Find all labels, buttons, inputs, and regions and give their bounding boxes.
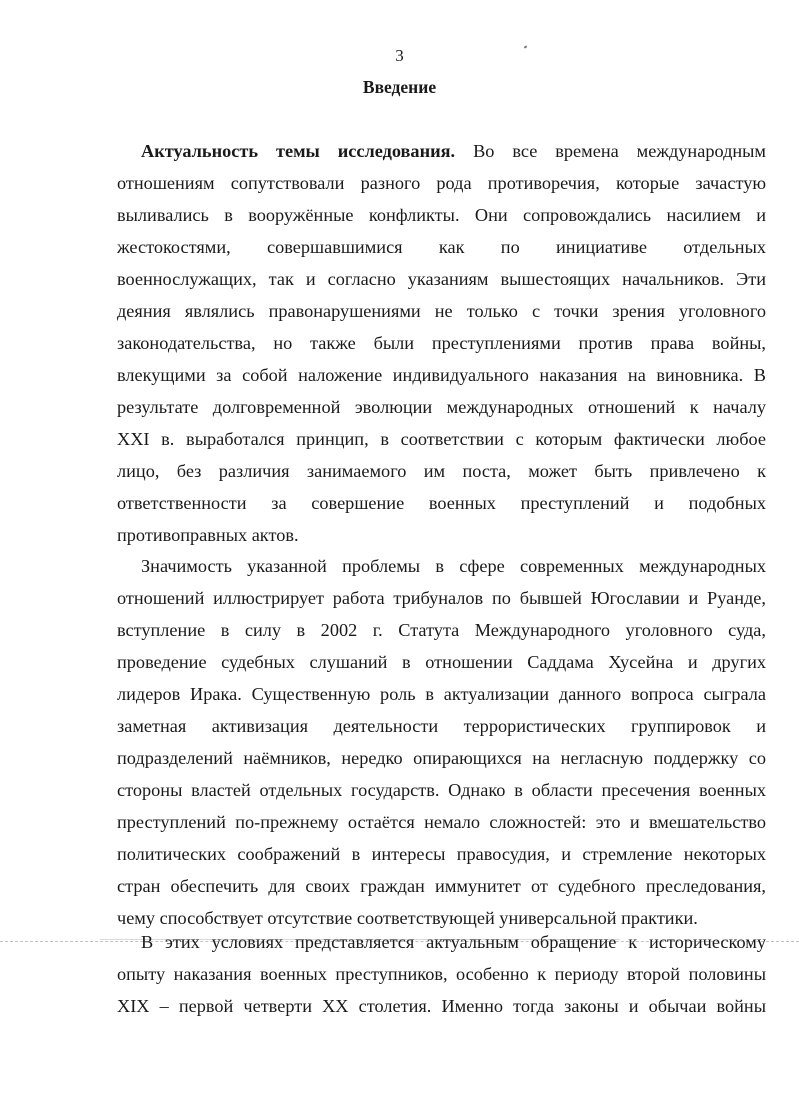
paragraph-line: заметная активизация деятельности террористических группировок и [117, 716, 766, 736]
paragraph-line: противоправных актов. [117, 525, 299, 545]
paragraph-context [117, 926, 766, 1022]
paragraph-line: лицо, без различия занимаемого им поста, может быть привлечено к [117, 461, 766, 481]
paragraph-line: жестокостями, совершавшимися как по инициативе отдельных [117, 237, 766, 257]
paragraph-significance [117, 550, 766, 934]
paragraph-line: военнослужащих, так и согласно указаниям вышестоящих начальников. Эти [117, 269, 766, 289]
paragraph-relevance [117, 135, 766, 551]
paragraph-line: законодательства, но также были преступлениями против права войны, [117, 333, 766, 353]
paragraph-line: XIX – первой четверти XX столетия. Именно тогда законы и обычаи войны [117, 996, 766, 1016]
paragraph-line: подразделений наёмников, нередко опирающихся на негласную поддержку со [117, 748, 766, 768]
paragraph-line: проведение судебных слушаний в отношении Саддама Хусейна и других [117, 652, 766, 672]
paragraph-line: преступлений по-прежнему остаётся немало сложностей: это и вмешательство [117, 812, 766, 832]
paragraph-line: результате долговременной эволюции международных отношений к началу [117, 397, 766, 417]
paragraph-line: XXI в. выработался принцип, в соответствии с которым фактически любое [117, 429, 766, 449]
paragraph-line: стран обеспечить для своих граждан иммунитет от судебного преследования, [117, 876, 766, 896]
paragraph-line: чему способствует отсутствие соответствующей универсальной практики. [117, 908, 698, 928]
paragraph-line: В этих условиях представляется актуальным обращение к историческому [141, 932, 766, 952]
lead-phrase: Актуальность темы исследования. [141, 141, 456, 161]
paragraph-line-rest: Во все времена международным [473, 141, 767, 161]
paragraph-line: вступление в силу в 2002 г. Статута Международного уголовного суда, [117, 620, 766, 640]
paragraph-line: опыту наказания военных преступников, особенно к периоду второй половины [117, 964, 766, 984]
paragraph-line: Значимость указанной проблемы в сфере современных международных [141, 556, 766, 576]
paragraph-line: отношений иллюстрирует работа трибуналов по бывшей Югославии и Руанде, [117, 588, 766, 608]
paragraph-line: ответственности за совершение военных преступлений и подобных [117, 493, 766, 513]
paragraph-line: выливались в вооружённые конфликты. Они сопровождались насилием и [117, 205, 766, 225]
page-number: 3 [395, 46, 404, 65]
section-title: Введение [362, 77, 437, 97]
paragraph-line: влекущими за собой наложение индивидуального наказания на виновника. В [117, 365, 766, 385]
paragraph-line: деяния являлись правонарушениями не только с точки зрения уголовного [117, 301, 766, 321]
paragraph-line: лидеров Ирака. Существенную роль в актуализации данного вопроса сыграла [117, 684, 766, 704]
paragraph-line [117, 135, 766, 167]
paragraph-line: отношениям сопутствовали разного рода противоречия, которые зачастую [117, 173, 766, 193]
paragraph-line: стороны властей отдельных государств. Однако в области пресечения военных [117, 780, 766, 800]
paragraph-line: политических соображений в интересы правосудия, и стремление некоторых [117, 844, 766, 864]
